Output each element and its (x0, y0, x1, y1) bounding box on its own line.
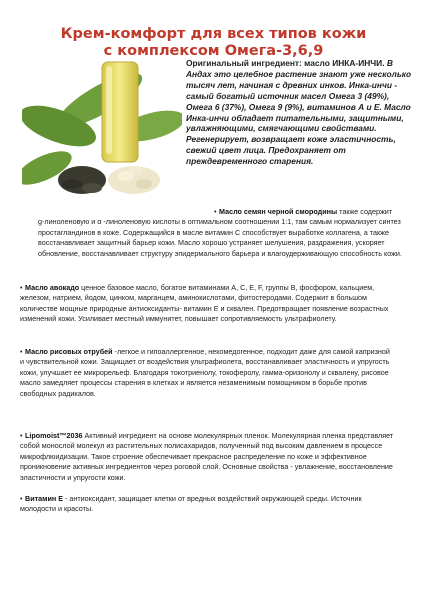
section-text: -легкое и гипоаллергенное, некомедогенное, подходит даже для самой капризной и чувствительной кожи. Защищает от воздействия ультрафиолета, восстанавливает эластичность и упругость кожи, улучшает ее микрорельеф. Благодаря токотриенолу, токоферолу, гамма-оризонолу и сквалену, рисовое масло замедляет процессы старения в клетках и является незаменимым помощником в борьбе против свободных радикалов. (20, 347, 390, 398)
bullet-icon: • (20, 494, 23, 503)
section-blackcurrant (38, 207, 408, 259)
intro-lead: Оригинальный ингредиент: масло ИНКА-ИНЧИ. (186, 58, 385, 68)
title-line-1: Крем-комфорт для всех типов кожи (60, 26, 367, 42)
section-text: - антиоксидант, защищает клетки от вредных воздействий окружающей среды. Источник молодости и красоты. (20, 494, 362, 514)
section-text: Активный ингредиент на основе молекулярных пленок. Молекулярная пленка представляет собой монослой молекул из растительных полисахаридов, полученный под высоким давлением в процессе микрофлюидизации. Такое строение обеспечивает прекрасное распределение по коже и эффективное проникновение активных ингредиентов через роговой слой. Основные свойства - увлажнение, восстановление эластичности и упругости кожи. (20, 431, 394, 482)
section-text: ценное базовое масло, богатое витаминами A, C, E, F, группы B, фосфором, кальцием, железом, натрием, йодом, цинком, марганцем, аминокислотами, фитостеродами. Содержит в большом количестве мощные природные антиоксиданты- витамин Е и сквален. Предотвращает появление возрастных изменений кожи. Усиливает местный иммунитет, повышает сопротивляемость ультрафиолету. (20, 283, 389, 324)
title-line-2: с комплексом Омега-3,6,9 (103, 43, 324, 59)
section-heading: Масло рисовых отрубей (25, 347, 113, 356)
bullet-icon: • (20, 283, 23, 292)
bullet-icon: • (20, 347, 23, 356)
section-text: g-линоленовую и α -линоленовую кислоты в оптимальном соотношении 1:1, там самым нормализует синтез простагландинов в коже. Содержащийся в масле витамин С способствует выработке коллагена, а также восстанавливает защитный барьер кожи. Масло хорошо устраняет шелушения, раздражения, ускоряет обновление, восстанавливает структуру эпидермального барьера и влагоудерживающую способность кожи. (38, 217, 402, 258)
intro-text (186, 58, 414, 167)
section-heading: Витамин Е (25, 494, 63, 503)
section-text-start: также содержит (337, 207, 393, 216)
section-heading: Lipomoist™2036 (25, 431, 83, 440)
section-avocado (20, 283, 392, 325)
intro-body: В Андах это целебное растение знают уже несколько тысяч лет, начиная с древних инков. Инка-инчи - самый богатый источник масел Омега 3 (49%), Омега 6 (37%), Омега 9 (9%), витаминов А и Е. Масло Инка-инчи обладает питательными, защитными, увлажняющими, смягчающими свойствами. Регенерирует, возвращает коже эластичность, свежий цвет лица. Предохраняет от преждевременного старения. (186, 58, 412, 167)
section-heading: Масло авокадо (25, 283, 80, 292)
section-heading: Масло семян черной смородины (219, 207, 338, 216)
product-photo (22, 56, 182, 206)
section-lipomoist (20, 431, 394, 483)
page-title (0, 26, 427, 60)
section-vitamin-e (20, 494, 394, 515)
bullet-icon: • (214, 207, 217, 216)
section-rice-bran (20, 347, 392, 399)
bullet-icon: • (20, 431, 23, 440)
